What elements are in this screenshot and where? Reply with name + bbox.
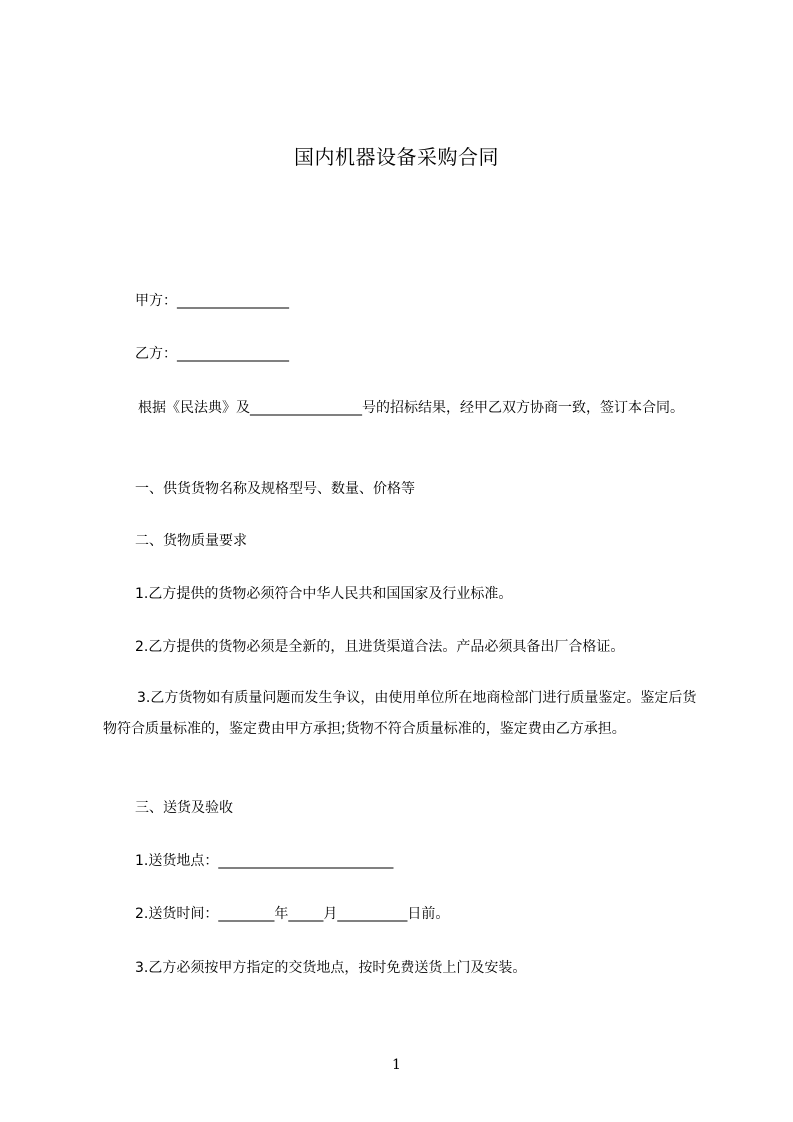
page-number: 1 bbox=[392, 1057, 401, 1073]
section-3-heading: 三、送货及验收 bbox=[135, 800, 233, 816]
section-2-item-2: 2.乙方提供的货物必须是全新的，且进货渠道合法。产品必须具备出厂合格证。 bbox=[135, 639, 625, 655]
party-a-line: 甲方：________________ bbox=[135, 293, 289, 309]
section-3-item-2: 2.送货时间：________年_____月__________日前。 bbox=[135, 906, 450, 922]
document-title: 国内机器设备采购合同 bbox=[294, 145, 499, 169]
party-b-line: 乙方：________________ bbox=[135, 346, 289, 362]
section-3-item-1: 1.送货地点：_________________________ bbox=[135, 853, 394, 869]
section-2-item-3: 3.乙方货物如有质量问题而发生争议，由使用单位所在地商检部门进行质量鉴定。鉴定后货物符合质量标准的，鉴定费由甲方承担;货物不符合质量标准的，鉴定费由乙方承担。 bbox=[103, 690, 697, 737]
section-2-heading: 二、货物质量要求 bbox=[135, 533, 247, 549]
section-1-heading: 一、供货货物名称及规格型号、数量、价格等 bbox=[135, 481, 415, 497]
section-3-item-3: 3.乙方必须按甲方指定的交货地点，按时免费送货上门及安装。 bbox=[135, 960, 527, 976]
preamble-paragraph: 根据《民法典》及________________号的招标结果，经甲乙双方协商一致，签订本合同。 bbox=[138, 400, 684, 416]
section-2-item-1: 1.乙方提供的货物必须符合中华人民共和国国家及行业标准。 bbox=[135, 586, 513, 602]
